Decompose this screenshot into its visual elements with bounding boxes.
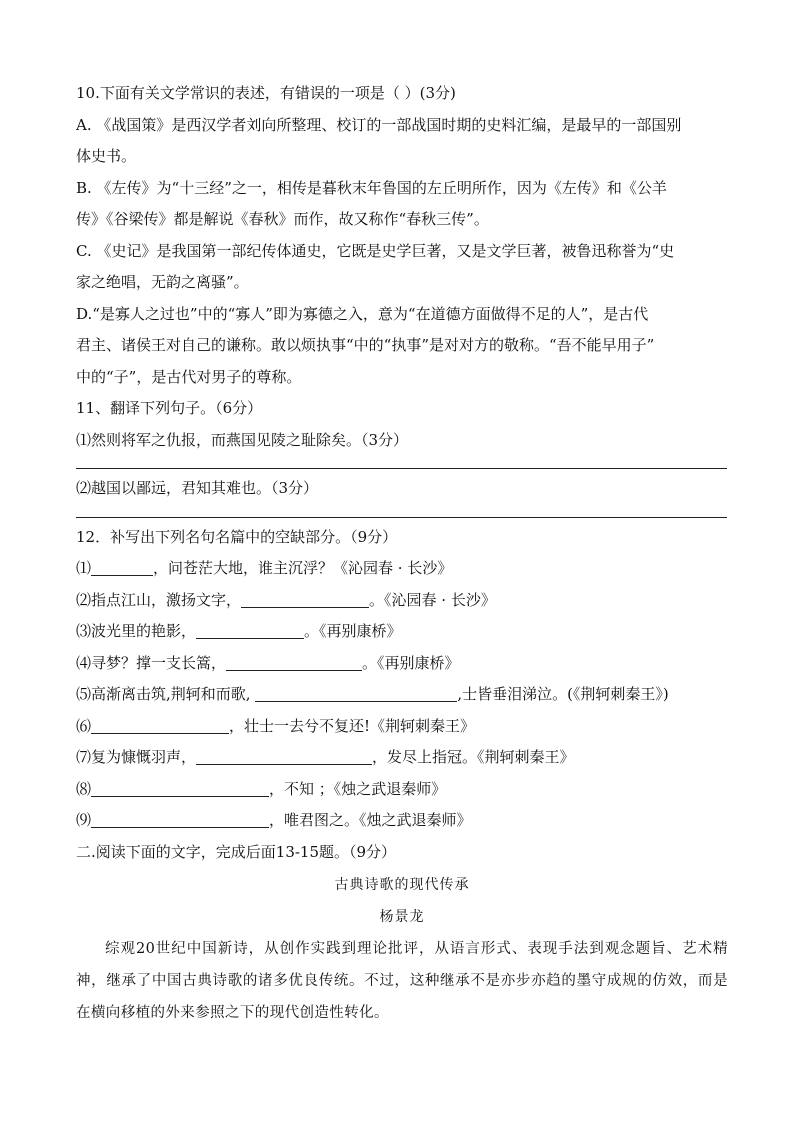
q12-blank-5[interactable] <box>255 684 457 702</box>
q12-blank-2[interactable] <box>241 590 369 608</box>
q12-item-4-suffix: 。《再别康桥》 <box>362 653 460 672</box>
essay-author: 杨景龙 <box>379 908 425 925</box>
q12-item-4-prefix: ⑷寻梦？撑一支长篙， <box>76 653 227 672</box>
q12-item-2-suffix: 。《沁园春 · 长沙》 <box>369 590 496 609</box>
q10-option-c-line2: 家之绝唱，无韵之离骚”。 <box>76 273 249 291</box>
q12-item-9 <box>76 805 728 837</box>
q12-blank-6[interactable] <box>91 716 229 734</box>
q12-item-2 <box>76 585 728 617</box>
q12-item-7-suffix: ，发尽上指冠。《荆轲刺秦王》 <box>372 748 575 766</box>
q10-option-b-line1: B. 《左传》为“十三经”之一，相传是暮秋末年鲁国的左丘明所作，因为《左传》和《公羊 <box>76 178 667 197</box>
q11-stem: 11、翻译下列句子。（6分） <box>76 399 263 417</box>
q12-item-2-prefix: ⑵指点江山，激扬文字， <box>76 590 242 609</box>
q12-item-6 <box>76 711 728 743</box>
q12-item-7 <box>76 742 728 774</box>
q12-item-6-suffix: ，壮士一去兮不复还!《荆轲刺秦王》 <box>229 716 476 735</box>
q12-stem: 12．补写出下列名句名篇中的空缺部分。（9分） <box>76 527 398 546</box>
q12-blank-1[interactable] <box>91 558 153 576</box>
essay-paragraph-1: 综观20世纪中国新诗，从创作实践到理论批评，从语言形式、表现手法到观念题旨、艺术精神，继承了中国古典诗歌的诸多优良传统。不过，这种继承不是亦步亦趋的墨守成规的仿效，而是在横向移植的外来参照之下的现代创造性转化。 <box>76 941 728 1021</box>
q10-option-a-line2: 体史书。 <box>76 147 137 165</box>
q10-option-b-line2: 传》《谷梁传》都是解说《春秋》而作，故又称作“春秋三传”。 <box>76 210 489 228</box>
q12-item-5-prefix: ⑸高渐离击筑,荆轲和而歌, <box>76 685 256 703</box>
q12-item-4 <box>76 648 728 680</box>
section2-stem: 二.阅读下面的文字，完成后面13-15题。（9分） <box>76 842 397 861</box>
q11-sentence-2: ⑵越国以鄙远，君知其难也。（3分） <box>76 479 319 497</box>
q10-option-d-line2: 君主、诸侯王对自己的谦称。敢以烦执事“中的“执事”是对对方的敬称。“吾不能早用子” <box>76 336 655 354</box>
q12-blank-3[interactable] <box>196 621 304 639</box>
q11-sentence-1: ⑴然则将军之仇报，而燕国见陵之耻除矣。（3分） <box>76 430 409 449</box>
q11-answer-line-1[interactable] <box>76 468 727 469</box>
q12-item-8-suffix: ，不知 ；《烛之武退秦师》 <box>269 779 447 798</box>
essay-title: 古典诗歌的现代传承 <box>334 877 470 893</box>
q12-blank-7[interactable] <box>196 747 372 765</box>
q12-item-9-prefix: ⑼ <box>76 811 92 829</box>
q10-option-d-line1: D.“是寡人之过也”中的“寡人”即为寡德之入，意为“在道德方面做得不足的人”，是古代 <box>76 304 649 323</box>
q12-item-3-suffix: 。《再别康桥》 <box>304 622 402 640</box>
q10-option-d-line3: 中的“子”，是古代对男子的尊称。 <box>76 367 302 386</box>
q12-item-5-suffix: ,士皆垂泪涕泣。(《荆轲刺秦王》) <box>457 685 669 703</box>
q12-item-1 <box>76 553 728 585</box>
q10-stem: 10.下面有关文学常识的表述，有错误的一项是（ ）(3分) <box>76 84 456 102</box>
q10-option-a-line1: A. 《战国策》是西汉学者刘向所整理、校订的一部战国时期的史料汇编，是最早的一部国别 <box>76 115 682 134</box>
q12-item-5 <box>76 679 728 711</box>
q12-item-7-prefix: ⑺复为慷慨羽声， <box>76 748 197 766</box>
q12-blank-8[interactable] <box>91 779 269 797</box>
q12-item-9-suffix: ，唯君图之。《烛之武退秦师》 <box>269 811 472 829</box>
q12-item-1-suffix: ，问苍茫大地，谁主沉浮？《沁园春 · 长沙》 <box>153 559 453 577</box>
q12-item-3-prefix: ⑶波光里的艳影， <box>76 622 197 640</box>
q12-blank-9[interactable] <box>91 810 269 828</box>
q12-item-8-prefix: ⑻ <box>76 779 92 798</box>
q12-item-6-prefix: ⑹ <box>76 716 92 735</box>
q12-item-3 <box>76 616 728 648</box>
q10-option-c-line1: C. 《史记》是我国第一部纪传体通史，它既是史学巨著，又是文学巨著，被鲁迅称誉为“史 <box>76 241 675 260</box>
q12-item-8 <box>76 774 728 806</box>
q12-blank-4[interactable] <box>226 653 362 671</box>
q12-item-1-prefix: ⑴ <box>76 559 92 577</box>
exam-page <box>76 78 728 1029</box>
q11-answer-line-2[interactable] <box>76 517 727 518</box>
